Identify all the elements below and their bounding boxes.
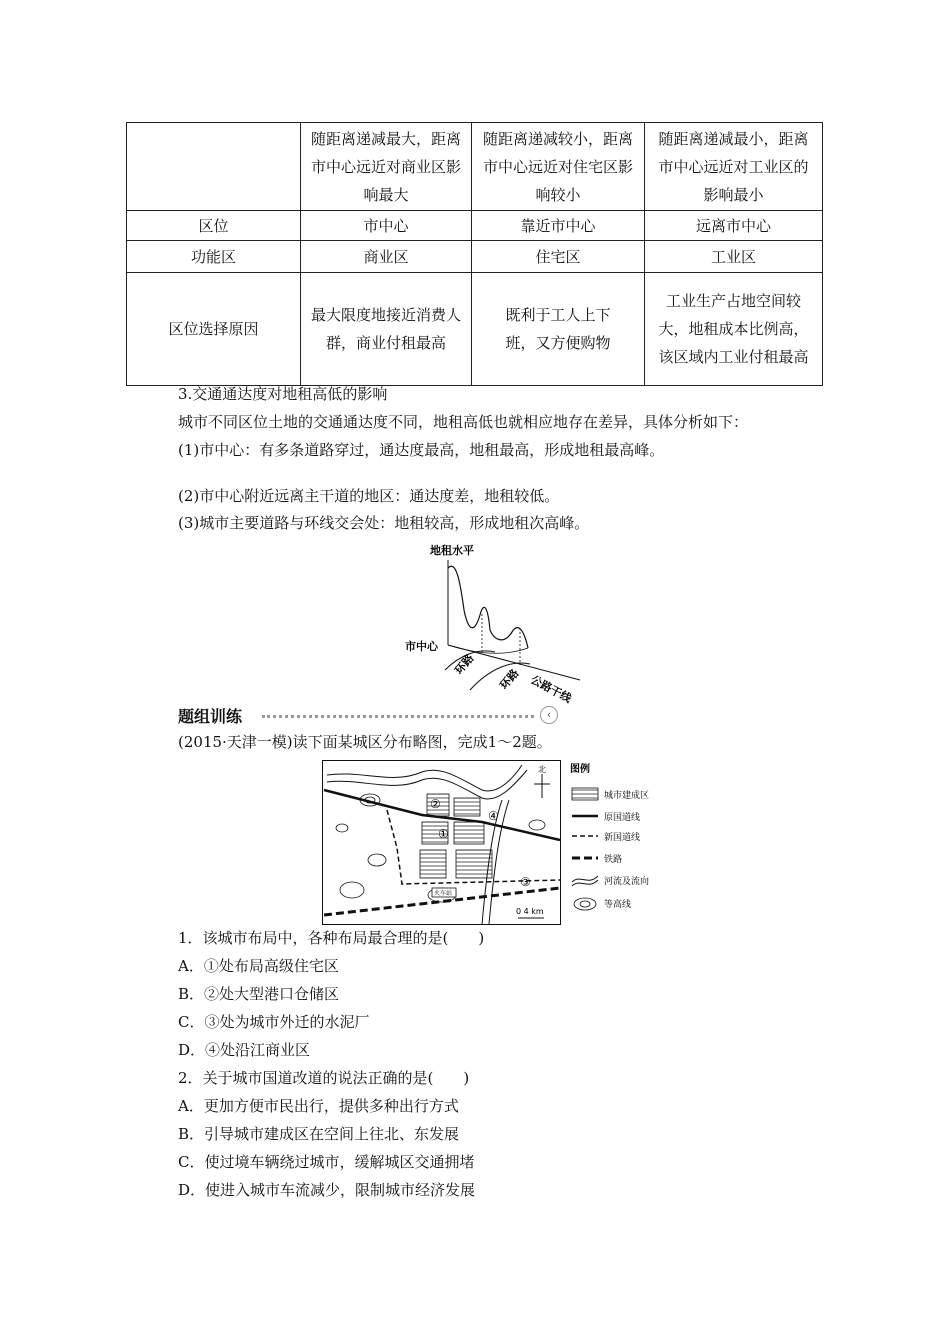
table-cell: 功能区 (127, 241, 301, 273)
scale-label: 0 4 km (516, 907, 544, 916)
marker-4: ④ (488, 809, 499, 823)
table-cell: 工业生产占地空间较大，地租成本比例高，该区域内工业付租最高 (645, 273, 823, 386)
table-cell: 远离市中心 (645, 211, 823, 241)
built-up-area (454, 822, 484, 844)
option-d: D．使进入城市车流减少，限制城市经济发展 (178, 1181, 476, 1199)
built-up-area (456, 850, 492, 878)
legend-label: 城市建成区 (604, 791, 650, 801)
table-cell: 最大限度地接近消费人群，商业付租最高 (301, 273, 472, 386)
option-b: B．引导城市建成区在空间上往北、东发展 (178, 1125, 460, 1143)
legend-label: 原国道线 (604, 813, 641, 823)
question-stem: 2．关于城市国道改道的说法正确的是( ) (178, 1069, 470, 1087)
option-b: B．②处大型港口仓储区 (178, 985, 340, 1003)
practice-heading (178, 704, 558, 726)
legend-label: 河流及流向 (604, 877, 650, 887)
legend-label: 新国道线 (604, 833, 641, 843)
section-title: 3.交通通达度对地租高低的影响 (178, 385, 388, 403)
city-map (322, 760, 650, 928)
legend-title: 图例 (570, 764, 590, 775)
table-cell: 区位选择原因 (127, 273, 301, 386)
table-row (127, 273, 823, 386)
table-cell: 市中心 (301, 211, 472, 241)
north-label: 北 (538, 765, 546, 774)
contour-line (529, 820, 545, 830)
land-rent-diagram (400, 540, 600, 706)
paragraph: (2)市中心附近远离主干道的地区：通达度差，地租较低。 (178, 487, 560, 505)
option-a: A．更加方便市民出行，提供多种出行方式 (178, 1097, 459, 1115)
rent-base (448, 645, 528, 653)
legend-contour-icon (574, 898, 596, 910)
legend-label: 等高线 (604, 900, 632, 910)
question-stem: 1．该城市布局中，各种布局最合理的是( ) (178, 929, 485, 947)
paragraph: (3)城市主要道路与环线交会处：地租较高，形成地租次高峰。 (178, 514, 590, 532)
table-cell: 随距离递减最小，距离市中心远近对工业区的影响最小 (645, 123, 823, 211)
practice-title: 题组训练 (178, 707, 243, 726)
legend-label: 铁路 (604, 855, 623, 865)
center-label: 市中心 (405, 640, 438, 653)
table-cell: 住宅区 (472, 241, 645, 273)
table-cell: 随距离递减最大，距离市中心远近对商业区影响最大 (301, 123, 472, 211)
ring-road-label: 环路 (452, 651, 477, 677)
marker-2: ② (430, 797, 441, 811)
question-source: (2015·天津一模)读下面某城区分布略图，完成1～2题。 (178, 733, 552, 751)
river (327, 765, 522, 791)
marker-1: ① (438, 827, 449, 841)
table-cell: 靠近市中心 (472, 211, 645, 241)
contour-line (368, 854, 386, 866)
contour-line (340, 882, 364, 898)
legend-built-up-icon (572, 788, 598, 800)
legend-river-icon (572, 880, 598, 886)
table-cell: 随距离递减较小，距离市中心远近对住宅区影响较小 (472, 123, 645, 211)
legend-contour-icon (580, 901, 590, 907)
option-c: C．③处为城市外迁的水泥厂 (178, 1013, 370, 1031)
paragraph: 城市不同区位土地的交通通达度不同，地租高低也就相应地存在差异，具体分析如下： (178, 413, 749, 431)
built-up-area (454, 798, 480, 816)
marker-3: ③ (520, 875, 531, 889)
paragraph: (1)市中心：有多条道路穿过，通达度最高，地租最高，形成地租最高峰。 (178, 441, 665, 459)
legend-river-icon (572, 876, 598, 882)
station-label: 火车站 (434, 890, 453, 897)
option-a: A．①处布局高级住宅区 (178, 957, 339, 975)
table-cell: 区位 (127, 211, 301, 241)
option-d: D．④处沿江商业区 (178, 1041, 311, 1059)
option-c: C．使过境车辆绕过城市，缓解城区交通拥堵 (178, 1153, 475, 1171)
ring-road-label: 环路 (497, 666, 522, 692)
y-axis-label: 地租水平 (430, 544, 474, 557)
rent-curve (448, 566, 528, 648)
table-row (127, 123, 823, 211)
table-cell (127, 123, 301, 211)
contour-line (336, 824, 348, 832)
land-rent-table (126, 122, 823, 386)
table-cell: 工业区 (645, 241, 823, 273)
highway-label: 公路干线 (528, 673, 574, 706)
chevron-left-icon: ‹ (540, 706, 558, 724)
built-up-area (420, 850, 446, 878)
table-cell: 商业区 (301, 241, 472, 273)
table-row (127, 211, 823, 241)
dotted-divider (262, 715, 534, 718)
table-cell: 既利于工人上下班，又方便购物 (472, 273, 645, 386)
table-row (127, 241, 823, 273)
